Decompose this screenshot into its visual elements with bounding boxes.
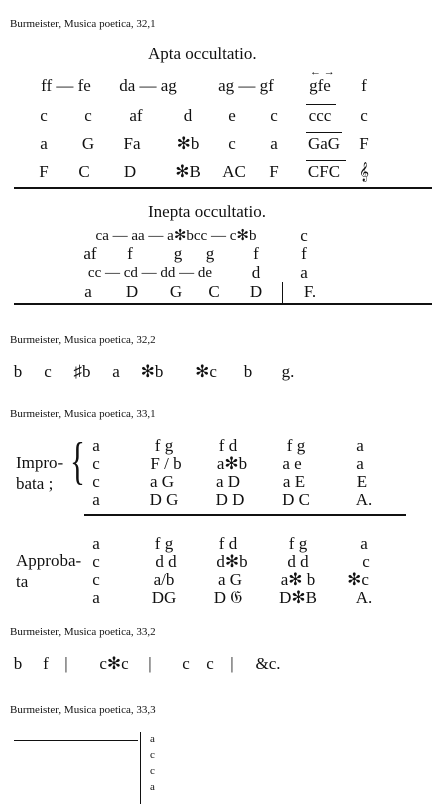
apta-cell: D bbox=[123, 162, 137, 181]
approbata-cell: a bbox=[360, 534, 368, 553]
improbata-cell: a bbox=[92, 436, 100, 455]
caption-33-3: Burmeister, Musica poetica, 33,3 bbox=[10, 704, 156, 716]
improbata-row-2 bbox=[0, 454, 443, 474]
inepta-row-2 bbox=[0, 244, 443, 264]
approbata-cell: d d bbox=[287, 552, 309, 571]
ex2-note: ✻c bbox=[195, 362, 217, 381]
inepta-cell: F. bbox=[303, 282, 317, 301]
inepta-cell: f bbox=[127, 244, 133, 263]
improbata-cell: f g bbox=[154, 436, 174, 455]
ex5-note: a bbox=[150, 781, 155, 793]
ex4-note: | bbox=[64, 654, 68, 673]
improbata-cell: a bbox=[92, 490, 100, 509]
ex5-staff-line bbox=[14, 740, 138, 741]
improbata-rule bbox=[84, 514, 406, 516]
inepta-title: Inepta occultatio. bbox=[148, 202, 267, 221]
ex5-note: c bbox=[150, 765, 155, 777]
ex4-notes bbox=[0, 654, 443, 674]
improbata-label: Impro- bata ; bbox=[16, 453, 64, 493]
approbata-cell: c bbox=[362, 552, 370, 571]
apta-row-2 bbox=[0, 106, 443, 126]
arrow-mark: ← → bbox=[310, 66, 335, 78]
inepta-cell: C bbox=[208, 282, 220, 301]
apta-cell: c bbox=[270, 106, 278, 125]
inepta-cell: G bbox=[169, 282, 183, 301]
apta-cell: gfe bbox=[309, 76, 331, 95]
inepta-cell: cc — cd — dd — de bbox=[87, 265, 213, 281]
improbata-brace: { bbox=[70, 433, 85, 490]
apta-cell: G bbox=[81, 134, 95, 153]
ex2-note: c bbox=[44, 362, 52, 381]
apta-cell: a bbox=[270, 134, 278, 153]
caption-33-1: Burmeister, Musica poetica, 33,1 bbox=[10, 408, 156, 420]
approbata-cell: f g bbox=[288, 534, 308, 553]
ex2-notes bbox=[0, 362, 443, 382]
approbata-cell: DG bbox=[151, 588, 177, 607]
approbata-cell: a bbox=[92, 588, 100, 607]
apta-cell: c bbox=[360, 106, 368, 125]
inepta-row-1 bbox=[0, 226, 443, 246]
inepta-cell: a bbox=[300, 263, 308, 282]
approbata-row-3 bbox=[0, 570, 443, 590]
improbata-cell: D G bbox=[149, 490, 179, 509]
ex4-note: c✻c bbox=[99, 654, 129, 673]
apta-overline-1 bbox=[306, 104, 336, 105]
improbata-cell: a bbox=[356, 436, 364, 455]
improbata-cell: a e bbox=[282, 454, 302, 473]
ex2-note: b bbox=[243, 362, 253, 381]
approbata-row-4 bbox=[0, 588, 443, 608]
apta-row-1 bbox=[0, 76, 443, 96]
approbata-cell: a G bbox=[217, 570, 243, 589]
apta-cell: ccc bbox=[308, 106, 332, 125]
apta-overline-2 bbox=[306, 132, 342, 133]
caption-32-1: Burmeister, Musica poetica, 32,1 bbox=[10, 18, 156, 30]
apta-title: Apta occultatio. bbox=[148, 44, 257, 63]
improbata-cell: a✻b bbox=[216, 454, 248, 473]
apta-cell: GaG bbox=[307, 134, 341, 153]
apta-cell: CFC bbox=[307, 162, 341, 181]
apta-cell: ✻b bbox=[176, 134, 200, 153]
apta-cell: a bbox=[40, 134, 48, 153]
ex5-column bbox=[150, 732, 170, 802]
ex5-note: a bbox=[150, 733, 155, 745]
apta-overline-3 bbox=[306, 160, 346, 161]
inepta-cell: D bbox=[249, 282, 263, 301]
ex4-note: f bbox=[43, 654, 49, 673]
approbata-cell: D 𝔊 bbox=[213, 588, 243, 607]
caption-33-2: Burmeister, Musica poetica, 33,2 bbox=[10, 626, 156, 638]
approbata-label: Approba- ta bbox=[16, 551, 82, 591]
inepta-cell: g bbox=[173, 244, 183, 263]
apta-cell: da — ag bbox=[119, 76, 177, 95]
inepta-cell: d bbox=[251, 263, 261, 282]
improbata-row-1 bbox=[0, 436, 443, 456]
inepta-bottom-rule bbox=[14, 303, 432, 305]
apta-row-3 bbox=[0, 134, 443, 154]
apta-cell: c bbox=[228, 134, 236, 153]
inepta-cell: af bbox=[83, 244, 97, 263]
improbata-cell: a G bbox=[149, 472, 175, 491]
apta-cell: e bbox=[228, 106, 236, 125]
apta-cell: AC bbox=[222, 162, 246, 181]
apta-cell: ff — fe bbox=[41, 76, 91, 95]
improbata-cell: F / b bbox=[150, 454, 182, 473]
inepta-cell: c bbox=[300, 226, 308, 245]
apta-cell: F bbox=[359, 134, 369, 153]
ex4-note: &c. bbox=[255, 654, 281, 673]
ex2-note: b bbox=[13, 362, 23, 381]
apta-cell: f bbox=[361, 76, 367, 95]
improbata-cell: a D bbox=[215, 472, 241, 491]
apta-bottom-rule bbox=[14, 187, 432, 189]
ex2-note: ♯b bbox=[73, 362, 91, 381]
inepta-cell: a bbox=[84, 282, 92, 301]
apta-cell: F bbox=[39, 162, 49, 181]
inepta-row-3 bbox=[0, 263, 443, 283]
approbata-cell: a/b bbox=[153, 570, 175, 589]
approbata-cell: f g bbox=[154, 534, 174, 553]
ex4-note: c bbox=[182, 654, 190, 673]
ex2-note: g. bbox=[281, 362, 295, 381]
improbata-cell: D D bbox=[215, 490, 245, 509]
inepta-cell: f bbox=[253, 244, 259, 263]
ex4-note: b bbox=[13, 654, 23, 673]
improbata-cell: D C bbox=[282, 490, 310, 509]
apta-cell: ✻B bbox=[175, 162, 201, 181]
approbata-cell: d✻b bbox=[216, 552, 248, 571]
approbata-cell: ✻c bbox=[347, 570, 369, 589]
ex2-note: a bbox=[112, 362, 120, 381]
improbata-cell: f d bbox=[218, 436, 238, 455]
caption-32-2: Burmeister, Musica poetica, 32,2 bbox=[10, 334, 156, 346]
inepta-cell: g bbox=[205, 244, 215, 263]
approbata-cell: a✻ b bbox=[280, 570, 316, 589]
approbata-cell: D✻B bbox=[279, 588, 317, 607]
approbata-cell: f d bbox=[218, 534, 238, 553]
ex2-note: ✻b bbox=[140, 362, 164, 381]
inepta-cell: D bbox=[125, 282, 139, 301]
apta-cell: c bbox=[40, 106, 48, 125]
apta-cell: F bbox=[269, 162, 279, 181]
apta-cell: Fa bbox=[123, 134, 141, 153]
ex5-note: c bbox=[150, 749, 155, 761]
improbata-cell: A. bbox=[355, 490, 373, 509]
approbata-cell: a bbox=[92, 534, 100, 553]
approbata-row-1 bbox=[0, 534, 443, 554]
apta-cell: ag — gf bbox=[218, 76, 274, 95]
apta-cell: 𝄞 bbox=[358, 162, 370, 181]
apta-cell: af bbox=[129, 106, 143, 125]
improbata-cell: c bbox=[92, 454, 100, 473]
approbata-cell: c bbox=[92, 570, 100, 589]
improbata-row-4 bbox=[0, 490, 443, 510]
inepta-cell: f bbox=[301, 244, 307, 263]
inepta-bar bbox=[282, 282, 283, 304]
apta-cell: c bbox=[84, 106, 92, 125]
improbata-row-3 bbox=[0, 472, 443, 492]
inepta-cell: ca — aa — a✻bcc — c✻b bbox=[95, 228, 257, 244]
approbata-cell: d d bbox=[155, 552, 177, 571]
ex4-note: | bbox=[230, 654, 234, 673]
apta-cell: d bbox=[183, 106, 193, 125]
improbata-cell: E bbox=[356, 472, 368, 491]
approbata-row-2 bbox=[0, 552, 443, 572]
inepta-row-4 bbox=[0, 282, 443, 302]
approbata-cell: A. bbox=[355, 588, 373, 607]
improbata-cell: a bbox=[356, 454, 364, 473]
apta-row-4 bbox=[0, 162, 443, 182]
apta-cell: C bbox=[78, 162, 90, 181]
ex4-note: | bbox=[148, 654, 152, 673]
improbata-cell: f g bbox=[286, 436, 306, 455]
improbata-cell: c bbox=[92, 472, 100, 491]
ex4-note: c bbox=[206, 654, 214, 673]
ex5-barline bbox=[140, 732, 141, 804]
approbata-cell: c bbox=[92, 552, 100, 571]
improbata-cell: a E bbox=[282, 472, 306, 491]
